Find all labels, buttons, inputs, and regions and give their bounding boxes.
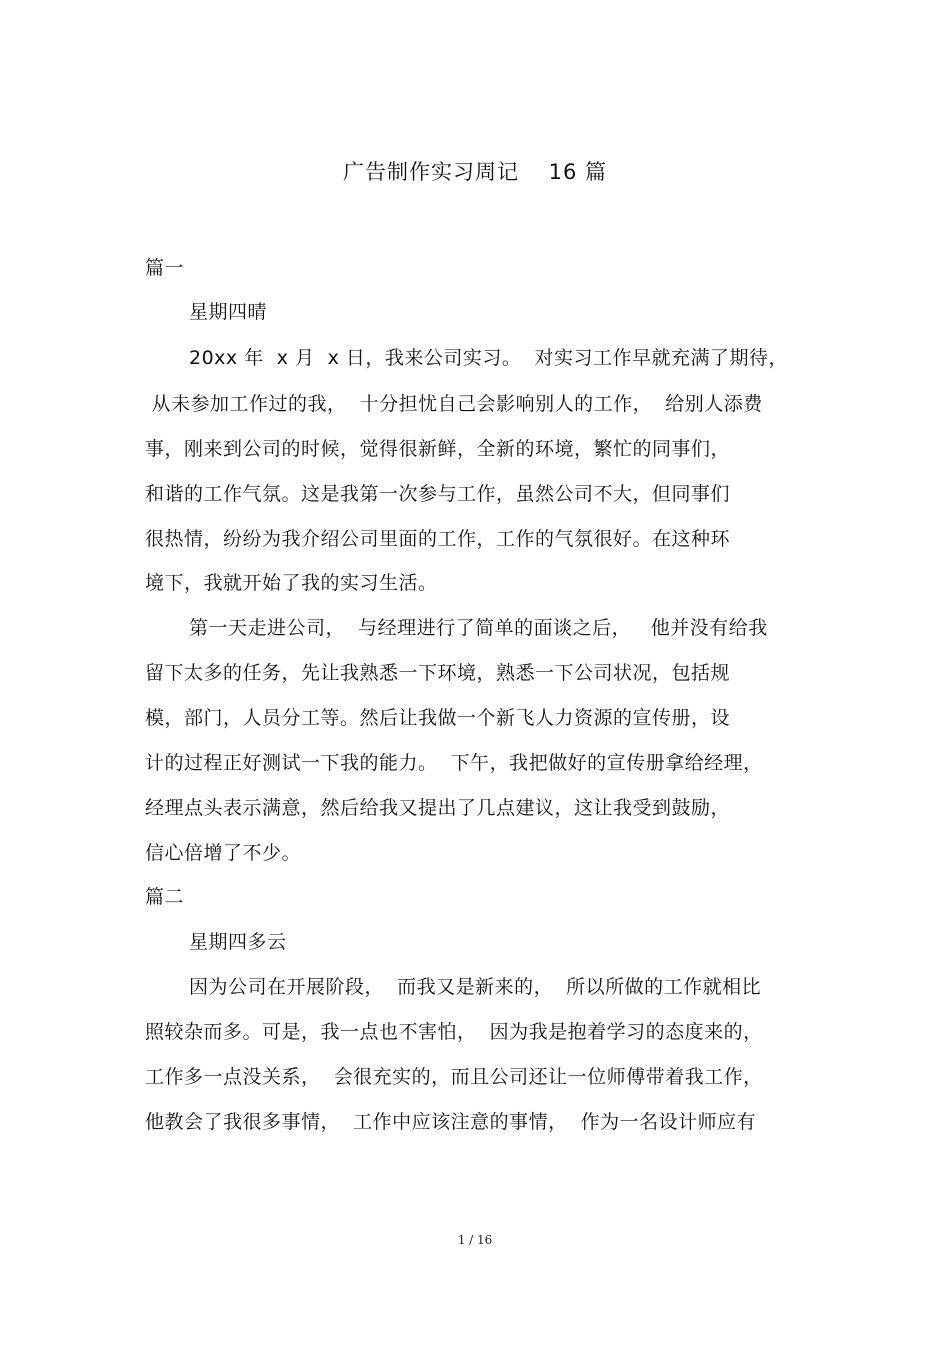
paragraph-line: 境下，我就开始了我的实习生活。 <box>145 572 438 594</box>
paragraph-line: 和谐的工作气氛。这是我第一次参与工作，虽然公司不大，但同事们 <box>145 483 731 505</box>
paragraph-line: 留下太多的任务，先让我熟悉一下环境，熟悉一下公司状况，包括规 <box>145 662 731 684</box>
paragraph-line: 信心倍增了不少。 <box>145 842 302 864</box>
paragraph-line: 照较杂而多。可是，我一点也不害怕， 因为我是抱着学习的态度来的， <box>145 1021 763 1043</box>
paragraph-line: 经理点头表示满意，然后给我又提出了几点建议，这让我受到鼓励， <box>145 797 731 819</box>
paragraph-line: 工作多一点没关系， 会很充实的，而且公司还让一位师傅带着我工作， <box>145 1066 763 1088</box>
weather-line: 星期四晴 <box>189 301 268 323</box>
paragraph-line: 因为公司在开展阶段， 而我又是新来的， 所以所做的工作就相比 <box>189 976 762 998</box>
page-number: 1 / 16 <box>457 1233 493 1247</box>
section-heading: 篇一 <box>145 257 185 279</box>
document-title: 广告制作实习周记 16 篇 <box>342 160 608 184</box>
paragraph-line: 他教会了我很多事情， 工作中应该注意的事情， 作为一名设计师应有 <box>145 1111 757 1133</box>
section-heading: 篇二 <box>145 886 185 908</box>
paragraph-line: 第一天走进公司， 与经理进行了简单的面谈之后， 他并没有给我 <box>189 617 768 639</box>
paragraph-line: 很热情，纷纷为我介绍公司里面的工作，工作的气氛很好。在这种环 <box>145 528 731 550</box>
paragraph-line: 模，部门，人员分工等。然后让我做一个新飞人力资源的宣传册，设 <box>145 707 731 729</box>
paragraph-line: 事，刚来到公司的时候，觉得很新鲜，全新的环境，繁忙的同事们， <box>145 438 731 460</box>
paragraph-line: 20xx 年 x 月 x 日，我来公司实习。 对实习工作早就充满了期待， <box>189 347 789 369</box>
weather-line: 星期四多云 <box>189 931 287 953</box>
paragraph-line: 从未参加工作过的我， 十分担忧自己会影响别人的工作， 给别人添费 <box>145 393 763 415</box>
paragraph-line: 计的过程正好测试一下我的能力。 下午，我把做好的宣传册拿给经理， <box>145 752 763 774</box>
